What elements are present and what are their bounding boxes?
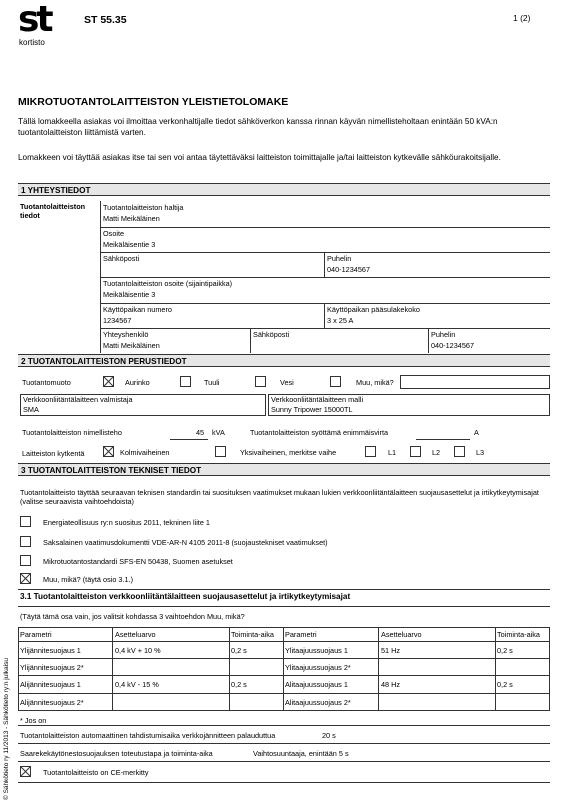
reconnect-time-field[interactable]: 20 s xyxy=(322,731,336,740)
page-title: MIKROTUOTANTOLAITTEISTON YLEISTIETOLOMAKE xyxy=(18,96,289,108)
rated-power-field[interactable]: 45 xyxy=(196,428,205,437)
usage-point-label: Käyttöpaikan numero xyxy=(103,305,172,314)
option-aurinko-label: Aurinko xyxy=(125,378,150,387)
phase-l2-label: L2 xyxy=(432,448,441,457)
table-cell[interactable]: 0,2 s xyxy=(497,680,513,689)
checkbox-muu[interactable] xyxy=(330,376,341,387)
standard-sfs-label: Mikrotuotantostandardi SFS-EN 50438, Suomen asetukset xyxy=(43,557,233,566)
checkbox-standard-other[interactable] xyxy=(20,573,31,584)
checkbox-ce-marked[interactable] xyxy=(20,766,31,777)
table-header: Asetteluarvo xyxy=(381,630,422,639)
table-cell[interactable]: 48 Hz xyxy=(381,680,401,689)
table-cell[interactable]: 51 Hz xyxy=(381,646,401,655)
inverter-model-value: Sunny Tripower 15000TL xyxy=(271,405,353,414)
table-cell: Ylijännitesuojaus 1 xyxy=(20,646,81,655)
phase-l1-label: L1 xyxy=(388,448,397,457)
phone-field[interactable]: 040-1234567 xyxy=(327,265,371,274)
table-header: Parametri xyxy=(20,630,52,639)
logo-subtitle: kortisto xyxy=(19,38,45,47)
table-cell: Alitaajuussuojaus 1 xyxy=(285,680,348,689)
usage-point-field[interactable]: 1234567 xyxy=(103,316,132,325)
site-address-field[interactable]: Meikäläisentie 3 xyxy=(103,290,156,299)
contact-field[interactable]: Matti Meikäläinen xyxy=(103,341,160,350)
checkbox-three-phase[interactable] xyxy=(103,446,114,457)
checkbox-phase-l1[interactable] xyxy=(365,446,376,457)
table-cell: Ylijännitesuojaus 2* xyxy=(20,663,84,672)
table-header: Toiminta-aika xyxy=(497,630,540,639)
standard-other-label: Muu, mikä? (täytä osio 3.1.) xyxy=(43,575,134,584)
contact-phone-field[interactable]: 040-1234567 xyxy=(431,341,475,350)
table-footnote: * Jos on xyxy=(20,716,47,725)
section-3-heading: 3 TUOTANTOLAITTEISTON TEKNISET TIEDOT xyxy=(18,463,550,476)
max-current-label: Tuotantolaitteiston syöttämä enimmäisvirta xyxy=(250,428,389,437)
document-code: ST 55.35 xyxy=(84,14,127,26)
option-vesi-label: Vesi xyxy=(280,378,294,387)
contact-label: Yhteyshenkilö xyxy=(103,330,149,339)
table-cell: Alijännitesuojaus 1 xyxy=(20,680,81,689)
option-tuuli-label: Tuuli xyxy=(204,378,220,387)
reconnect-time-label: Tuotantolaitteiston automaattinen tahdistumisaika verkkojännitteen palauduttua xyxy=(20,731,276,740)
option-muu-label: Muu, mikä? xyxy=(356,378,394,387)
checkbox-single-phase[interactable] xyxy=(215,446,226,457)
main-fuse-field[interactable]: 3 x 25 A xyxy=(327,316,354,325)
intro-paragraph-2: Lomakkeen voi täyttää asiakas itse tai sen voi antaa täytettäväksi laitteiston toimittajalle ja/tai laitteiston kytkevälle sähköurakoitsijalle. xyxy=(18,153,501,162)
connection-label: Laitteiston kytkentä xyxy=(22,449,85,458)
owner-field[interactable]: Matti Meikäläinen xyxy=(103,214,160,223)
max-current-unit: A xyxy=(474,428,479,437)
checkbox-tuuli[interactable] xyxy=(180,376,191,387)
address-field[interactable]: Meikäläisentie 3 xyxy=(103,240,156,249)
rated-power-unit: kVA xyxy=(212,428,225,437)
table-cell[interactable]: 0,4 kV - 15 % xyxy=(115,680,159,689)
phone-label: Puhelin xyxy=(327,254,352,263)
checkbox-standard-sfs[interactable] xyxy=(20,555,31,566)
page-number: 1 (2) xyxy=(513,13,531,23)
table-cell: Ylitaajuussuojaus 2* xyxy=(285,663,351,672)
email-label: Sähköposti xyxy=(103,254,140,263)
checkbox-phase-l2[interactable] xyxy=(410,446,421,457)
islanding-label: Saarekekäytönestosuojauksen toteutustapa ja toiminta-aika xyxy=(20,749,213,758)
protection-table xyxy=(18,627,550,711)
main-fuse-label: Käyttöpaikan pääsulakekoko xyxy=(327,305,420,314)
table-cell[interactable]: 0,2 s xyxy=(231,680,247,689)
email-field[interactable] xyxy=(103,265,318,274)
table-header: Parametri xyxy=(285,630,317,639)
inverter-maker-value: SMA xyxy=(23,405,39,414)
inverter-maker-label: Verkkoonliitäntälaitteen valmistaja xyxy=(23,395,133,404)
address-label: Osoite xyxy=(103,229,125,238)
copyright-vertical: © Sähkötieto ry 11/2013 - Sähkötieto ry:n julkaisu xyxy=(3,658,10,800)
section-31-heading: 3.1 Tuotantolaitteiston verkkoonliitäntälaitteen suojausasettelut ja irtikytkeytymisajat xyxy=(20,592,351,601)
logo-mark: st xyxy=(18,0,51,40)
table-cell[interactable]: 0,4 kV + 10 % xyxy=(115,646,161,655)
table-cell[interactable]: 0,2 s xyxy=(231,646,247,655)
contact-email-label: Sähköposti xyxy=(253,330,290,339)
owner-label: Tuotantolaitteiston haltija xyxy=(103,203,184,212)
phase-l3-label: L3 xyxy=(476,448,485,457)
single-phase-label: Yksivaiheinen, merkitse vaihe xyxy=(240,448,337,457)
table-cell[interactable]: 0,2 s xyxy=(497,646,513,655)
table-cell: Alitaajuussuojaus 2* xyxy=(285,698,351,707)
table-header: Toiminta-aika xyxy=(231,630,274,639)
max-current-field[interactable] xyxy=(418,428,468,437)
checkbox-vesi[interactable] xyxy=(255,376,266,387)
three-phase-label: Kolmivaiheinen xyxy=(120,448,170,457)
production-other-field[interactable] xyxy=(400,375,550,389)
section-3-intro: Tuotantolaitteisto täyttää seuraavan teknisen standardin tai suosituksen vaatimukset mukaan lukien verkkoonliitäntälaitteen suojausasettelut ja irtikytkeytymisajat (valitse seuraavista vaihtoehdoista) xyxy=(20,488,539,506)
islanding-field[interactable]: Vaihtosuuntaaja, enintään 5 s xyxy=(253,749,349,758)
table-header: Asetteluarvo xyxy=(115,630,156,639)
logo xyxy=(18,0,66,48)
checkbox-standard-vde[interactable] xyxy=(20,536,31,547)
table-cell: Alijännitesuojaus 2* xyxy=(20,698,84,707)
intro-paragraph-1: Tällä lomakkeella asiakas voi ilmoittaa verkonhaltijalle tiedot sähköverkon kanssa rinnan käyvän nimellisteholtaan enintään 50 kVA:n tuotantolaitteiston liittämistä varten. xyxy=(18,117,498,137)
rated-power-label: Tuotantolaitteiston nimellisteho xyxy=(22,428,122,437)
production-form-label: Tuotantomuoto xyxy=(22,378,71,387)
section-1-side-label: Tuotantolaitteiston tiedot xyxy=(20,202,86,220)
table-cell: Ylitaajuussuojaus 1 xyxy=(285,646,348,655)
checkbox-phase-l3[interactable] xyxy=(454,446,465,457)
section-1-heading: 1 YHTEYSTIEDOT xyxy=(18,183,550,196)
standard-energiateollisuus-label: Energiateollisuus ry:n suositus 2011, tekninen liite 1 xyxy=(43,518,210,527)
contact-email-field[interactable] xyxy=(253,341,423,350)
checkbox-standard-energiateollisuus[interactable] xyxy=(20,516,31,527)
standard-vde-label: Saksalainen vaatimusdokumentti VDE-AR-N 4105 2011-8 (suojaustekniset vaatimukset) xyxy=(43,538,328,547)
inverter-model-label: Verkkoonliitäntälaitteen malli xyxy=(271,395,364,404)
checkbox-aurinko[interactable] xyxy=(103,376,114,387)
ce-marked-label: Tuotantolaitteisto on CE-merkitty xyxy=(43,768,149,777)
site-address-label: Tuotantolaitteiston osoite (sijaintipaikka) xyxy=(103,279,233,288)
section-31-note: (Täytä tämä osa vain, jos valitsit kohdassa 3 vaihtoehdon Muu, mikä? xyxy=(20,612,245,621)
section-2-heading: 2 TUOTANTOLAITTEISTON PERUSTIEDOT xyxy=(18,354,550,367)
contact-phone-label: Puhelin xyxy=(431,330,456,339)
